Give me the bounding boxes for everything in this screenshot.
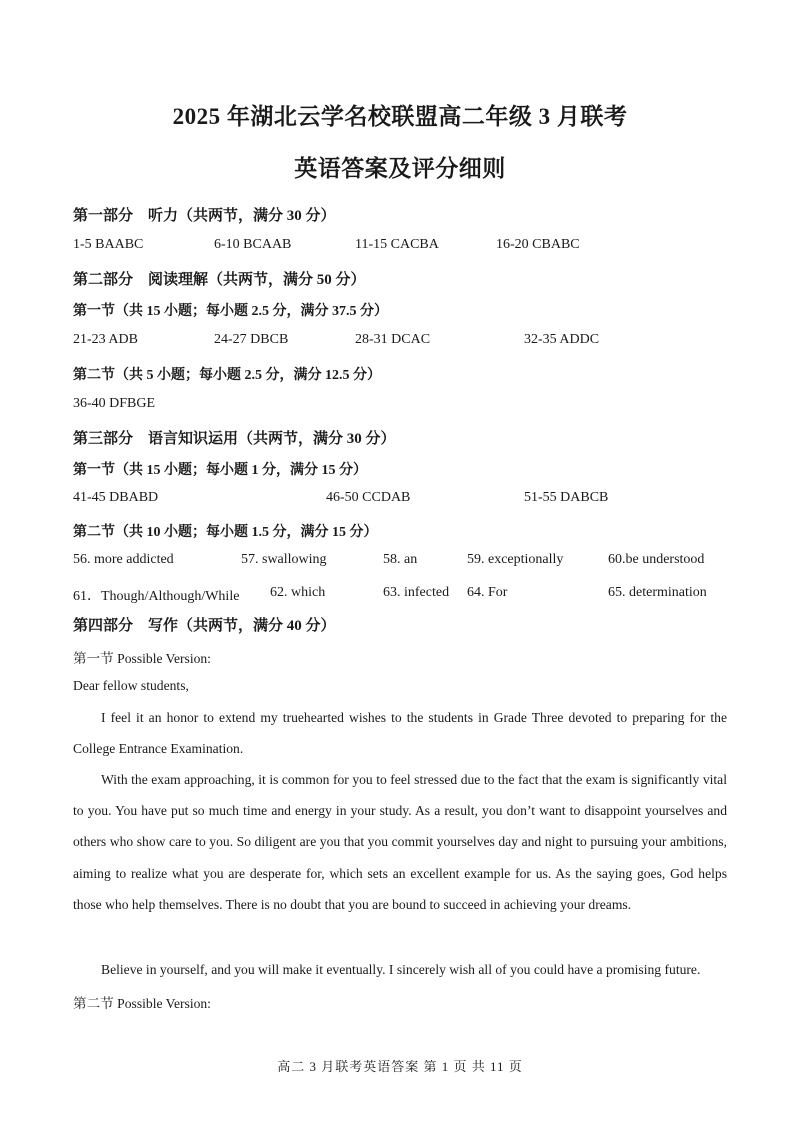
letter-paragraph: Believe in yourself, and you will make it eventually. I sincerely wish all of you could have a promising future.	[101, 962, 701, 977]
answer-group: 1-5 BAABC	[73, 237, 144, 252]
answer-group: 24-27 DBCB	[214, 332, 289, 347]
answer-group: 51-55 DABCB	[524, 490, 609, 505]
answer-item: 62. which	[270, 585, 326, 600]
part2-heading: 第二部分 阅读理解（共两节，满分 50 分）	[73, 272, 366, 288]
answer-item: 64. For	[467, 585, 508, 600]
answer-group: 6-10 BCAAB	[214, 237, 292, 252]
answer-item: 65. determination	[608, 585, 707, 600]
answer-item: 56. more addicted	[73, 552, 174, 567]
part4-section1-label: 第一节 Possible Version:	[73, 651, 211, 666]
letter-paragraph: With the exam approaching, it is common for you to feel stressed due to the fact that the exam is significantly vital to you. You have put so much time and energy in your study. As a result, you don’t want to disappoint yourselves and others who show care to you. So diligent are you that you commit yourselves day and night to pursuing your ambitions, aiming to realize what you are desperate for, which sets an excellent example for us. As the saying goes, God helps those who help themselves. There is no doubt that you are bound to succeed in achieving your dreams.	[73, 772, 727, 912]
answer-group: 46-50 CCDAB	[326, 490, 411, 505]
document-subtitle: 英语答案及评分细则	[294, 156, 506, 181]
answer-group: 16-20 CBABC	[496, 237, 580, 252]
document-title: 2025 年湖北云学名校联盟高二年级 3 月联考	[172, 104, 628, 129]
answer-item: 57. swallowing	[241, 552, 327, 567]
answer-item: 60.be understood	[608, 552, 705, 567]
part1-heading: 第一部分 听力（共两节，满分 30 分）	[73, 208, 336, 224]
part2-section1-heading: 第一节（共 15 小题；每小题 2.5 分，满分 37.5 分）	[73, 304, 388, 319]
answer-group: 11-15 CACBA	[355, 237, 439, 252]
page-footer: 高二 3 月联考英语答案 第 1 页 共 11 页	[277, 1059, 523, 1074]
answer-item: 63. infected	[383, 585, 450, 600]
answer-group: 32-35 ADDC	[524, 332, 600, 347]
answer-item: 59. exceptionally	[467, 552, 564, 567]
part3-heading: 第三部分 语言知识运用（共两节，满分 30 分）	[73, 431, 396, 447]
part2-section2-heading: 第二节（共 5 小题；每小题 2.5 分，满分 12.5 分）	[73, 368, 381, 383]
answer-group: 36-40 DFBGE	[73, 396, 156, 411]
answer-item: 58. an	[383, 552, 418, 567]
answer-group: 28-31 DCAC	[355, 332, 431, 347]
part4-heading: 第四部分 写作（共两节，满分 40 分）	[73, 618, 336, 634]
answer-group: 21-23 ADB	[73, 332, 138, 347]
part3-section2-heading: 第二节（共 10 小题；每小题 1.5 分，满分 15 分）	[73, 525, 378, 540]
letter-greeting: Dear fellow students,	[73, 678, 189, 693]
letter-paragraph: I feel it an honor to extend my truehearted wishes to the students in Grade Three devoted to preparing for the College Entrance Examination.	[73, 710, 727, 757]
part3-section1-heading: 第一节（共 15 小题；每小题 1 分，满分 15 分）	[73, 463, 367, 478]
answer-item: 61．Though/Although/While	[73, 589, 240, 604]
answer-group: 41-45 DBABD	[73, 490, 159, 505]
part4-section2-label: 第二节 Possible Version:	[73, 996, 211, 1011]
